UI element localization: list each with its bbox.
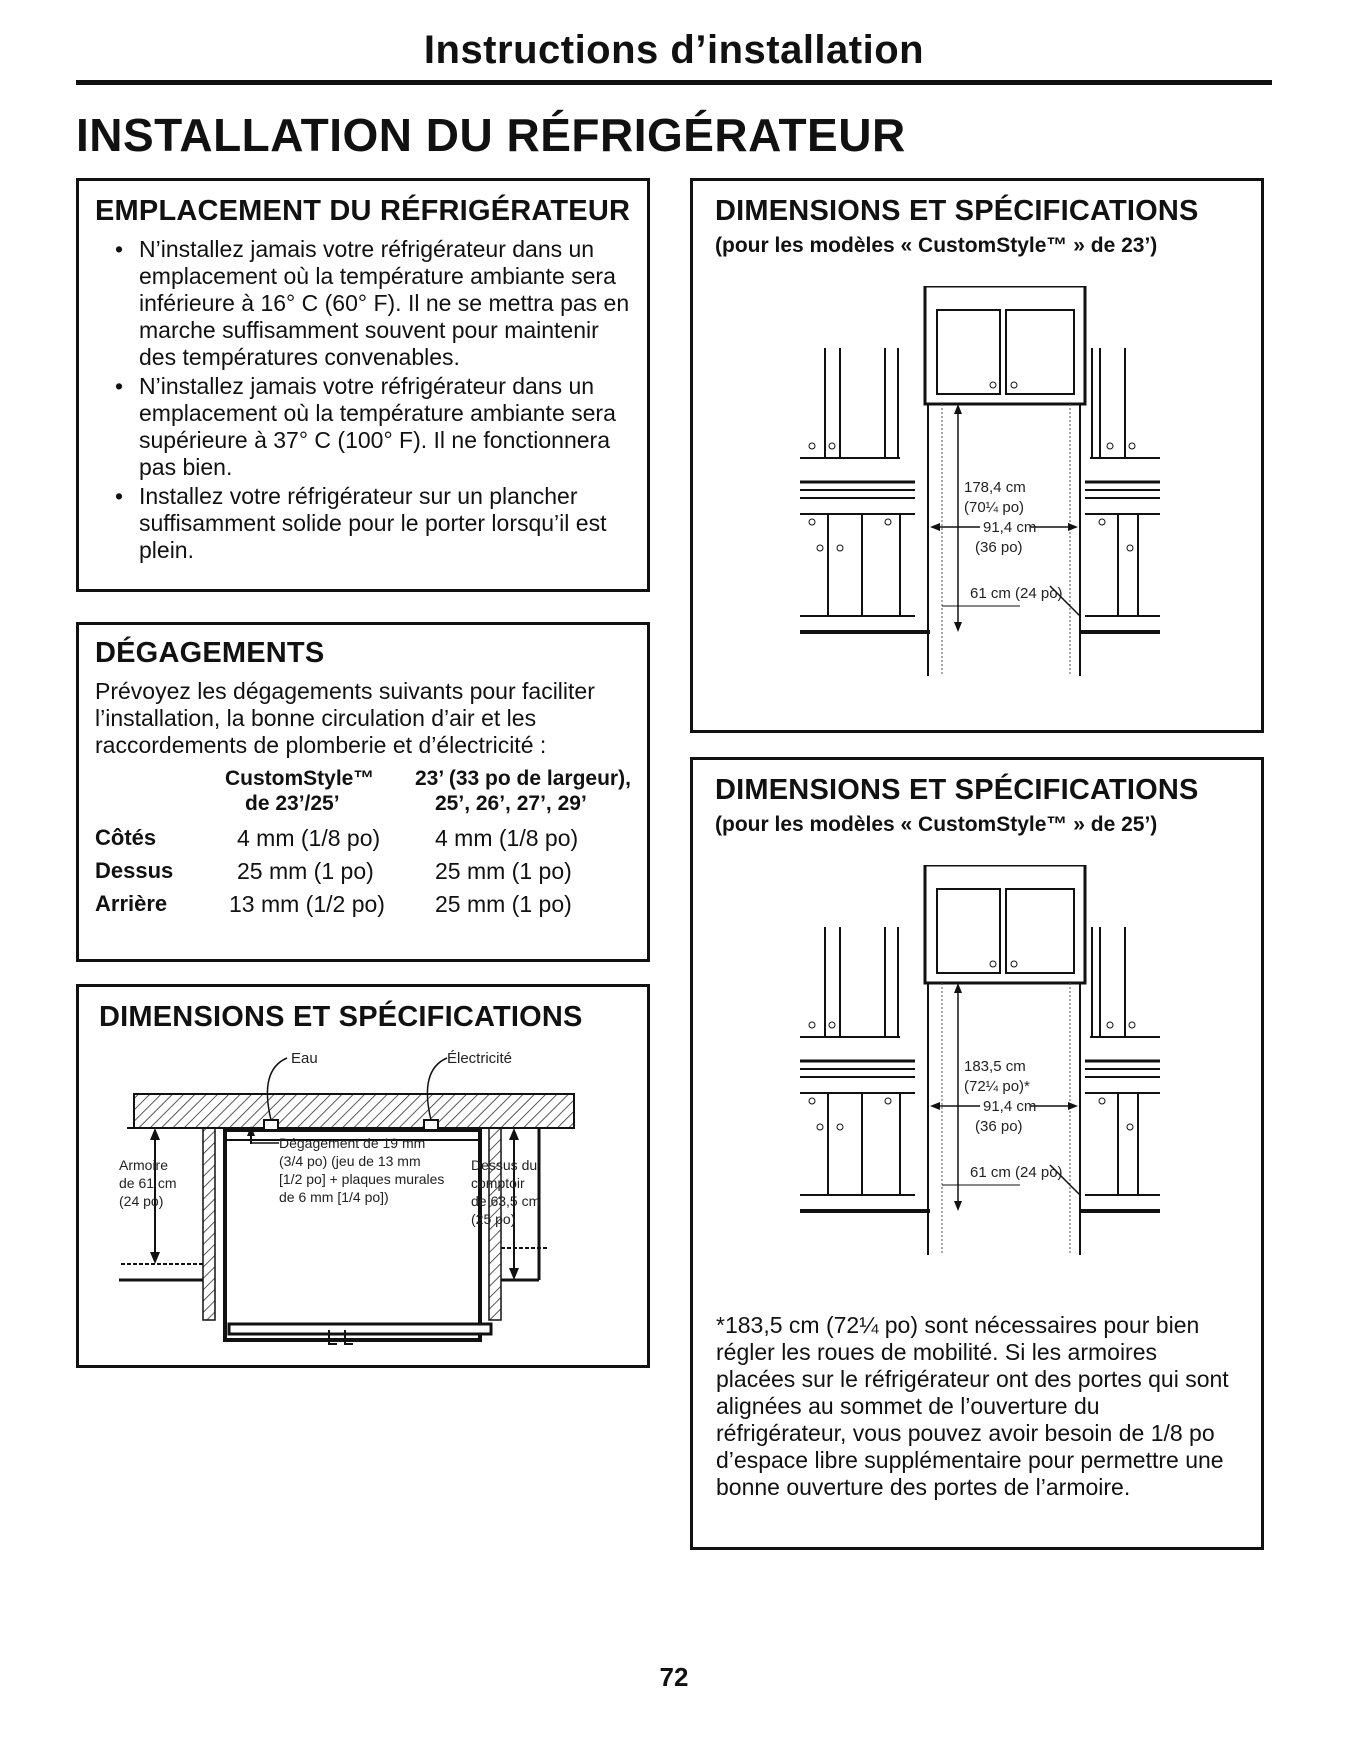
row-value: 25 mm (1 po)	[435, 891, 572, 917]
degagements-title: DÉGAGEMENTS	[95, 637, 325, 669]
degagements-box	[76, 622, 650, 962]
bullet-text: N’installez jamais votre réfrigérateur dans un emplacement où la température ambiante sera inférieure à 16° C (60° F). Il ne se mettra pas en marche suffisamment souvent pour maintenir des températures convenables.	[139, 236, 630, 370]
row-label-cotes: Côtés	[95, 825, 157, 850]
row-value: 4 mm (1/8 po)	[237, 825, 381, 851]
topview-diagram	[79, 1040, 647, 1365]
degagements-intro: Prévoyez les dégagements suivants pour faciliter l’installation, la bonne circulation d’air et les raccordements de plomberie et d’électricité :	[95, 678, 595, 758]
emplacement-bullet-list	[95, 236, 631, 564]
cabinet-side-hatch	[203, 1128, 215, 1320]
height-cm: 183,5 cm	[964, 1058, 1026, 1075]
row-label-arriere: Arrière	[95, 891, 168, 916]
header-title: Instructions d’installation	[423, 28, 925, 72]
electrical-outlet	[424, 1120, 438, 1130]
height-cm: 178,4 cm	[964, 479, 1026, 496]
row-value: 25 mm (1 po)	[435, 858, 572, 884]
dims-23-subtitle: (pour les modèles « CustomStyle™ » de 23’)	[715, 234, 1158, 257]
col2-header-sub: 25’, 26’, 27’, 29’	[435, 792, 587, 815]
refrigerator-door	[229, 1324, 491, 1334]
dims-topview-title: DIMENSIONS ET SPÉCIFICATIONS	[99, 1001, 583, 1033]
front-view-25-diagram	[780, 865, 1180, 1285]
width-po: (36 po)	[975, 1118, 1023, 1135]
countertop-label: Dessus du comptoir de 63,5 cm (25 po)	[471, 1157, 541, 1227]
depth: 61 cm (24 po)	[970, 585, 1063, 602]
bullet-text: N’installez jamais votre réfrigérateur dans un emplacement où la température ambiante sera supérieure à 37° C (100° F). Il ne fonctionnera pas bien.	[139, 373, 616, 480]
dims-23-title: DIMENSIONS ET SPÉCIFICATIONS	[715, 195, 1199, 227]
width-cm: 91,4 cm	[983, 1098, 1037, 1115]
col1-header-sub: de 23’/25’	[245, 792, 340, 815]
width-cm: 91,4 cm	[983, 519, 1037, 536]
dims-25-footnote: *183,5 cm (72¼ po) sont nécessaires pour bien régler les roues de mobilité. Si les armoires placées sur le réfrigérateur ont des portes qui sont alignées au sommet de l’ouverture du réfrigérateur, vous pouvez avoir besoin de 1/8 po d’espace libre supplémentaire pour permettre une bonne ouverture des portes de l’armoire.	[716, 1312, 1229, 1500]
height-po: (72¼ po)*	[964, 1078, 1030, 1095]
dims-25-title: DIMENSIONS ET SPÉCIFICATIONS	[715, 774, 1199, 806]
width-po: (36 po)	[975, 539, 1023, 556]
label-electricite: Électricité	[447, 1050, 513, 1067]
emplacement-box	[76, 178, 650, 592]
depth: 61 cm (24 po)	[970, 1164, 1063, 1181]
armoire-label: Armoire de 61 cm (24 po)	[119, 1157, 177, 1209]
col2-header: 23’ (33 po de largeur),	[415, 767, 631, 790]
header-rule	[76, 80, 1272, 85]
water-outlet	[264, 1120, 278, 1130]
bullet-text: Installez votre réfrigérateur sur un plancher suffisamment solide pour le porter lorsqu’il est plein.	[139, 483, 607, 563]
clearance-table	[95, 767, 631, 927]
label-eau: Eau	[291, 1050, 318, 1067]
front-view-23-diagram	[780, 286, 1180, 706]
row-value: 25 mm (1 po)	[237, 858, 374, 884]
height-po: (70¼ po)	[964, 499, 1025, 516]
clearance-note: Dégagement de 19 mm (3/4 po) (jeu de 13 mm [1/2 po] + plaques murales de 6 mm [1/4 po])	[279, 1135, 445, 1205]
emplacement-title: EMPLACEMENT DU RÉFRIGÉRATEUR	[95, 195, 631, 227]
row-value: 13 mm (1/2 po)	[229, 891, 385, 917]
page-title: INSTALLATION DU RÉFRIGÉRATEUR	[76, 109, 906, 161]
emplacement-bullet: • N’installez jamais votre réfrigérateur dans un emplacement où la température ambiante sera supérieure à 37° C (100° F). Il ne fonctionnera pas bien.	[115, 373, 616, 480]
row-label-dessus: Dessus	[95, 858, 174, 883]
page-number: 72	[659, 1662, 689, 1692]
col1-header: CustomStyle™	[225, 767, 375, 790]
wall-hatch	[134, 1094, 574, 1128]
emplacement-bullet: • N’installez jamais votre réfrigérateur dans un emplacement où la température ambiante sera inférieure à 16° C (60° F). Il ne se mettra pas en marche suffisamment souvent pour maintenir des températures convenables.	[115, 236, 630, 370]
row-value: 4 mm (1/8 po)	[435, 825, 579, 851]
dims-25-subtitle: (pour les modèles « CustomStyle™ » de 25’)	[715, 813, 1158, 836]
emplacement-bullet: • Installez votre réfrigérateur sur un plancher suffisamment solide pour le porter lorsqu’il est plein.	[115, 483, 607, 563]
